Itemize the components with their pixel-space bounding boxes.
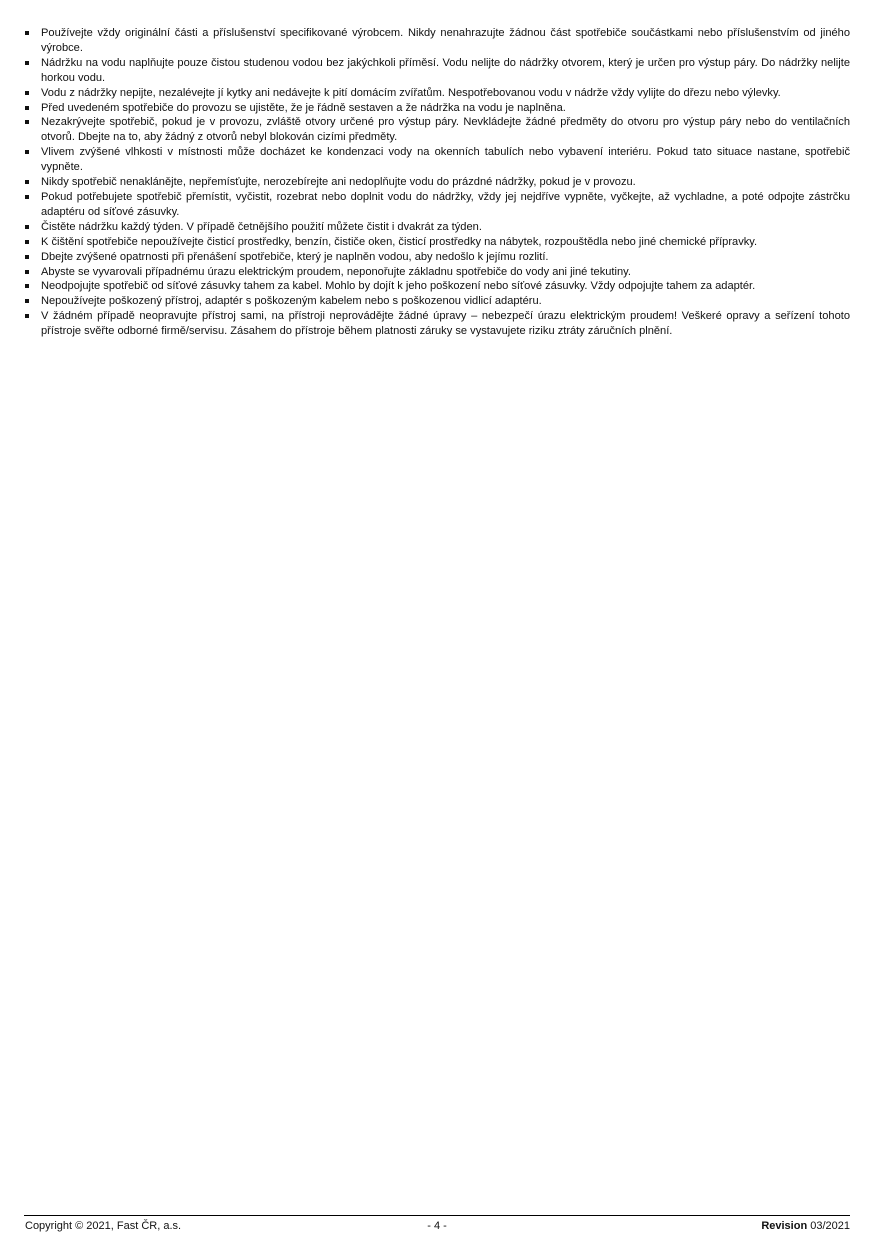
- list-item: Nezakrývejte spotřebič, pokud je v provozu, zvláště otvory určené pro výstup páry. Nevkládejte žádné předměty do otvoru pro výstup páry nebo do ventilačních otvorů. Dbejte na to, aby žádný z otvorů nebyl blokován cizími předměty.: [24, 115, 850, 145]
- revision-info: [761, 1219, 850, 1233]
- footer-divider: [24, 1215, 850, 1216]
- list-item: Nepoužívejte poškozený přístroj, adaptér s poškozeným kabelem nebo s poškozenou vidlicí adaptéru.: [24, 294, 850, 309]
- list-item: Používejte vždy originální části a příslušenství specifikované výrobcem. Nikdy nenahrazujte žádnou část spotřebiče součástkami nebo příslušenstvím od jiného výrobce.: [24, 26, 850, 56]
- document-body: [24, 26, 850, 339]
- page-number: - 4 -: [427, 1220, 447, 1232]
- list-item: Pokud potřebujete spotřebič přemístit, vyčistit, rozebrat nebo doplnit vodu do nádržky, vždy jej nejdříve vypněte, vyčkejte, až vychladne, a poté odpojte zástrčku adaptéru od síťové zásuvky.: [24, 190, 850, 220]
- list-item: Před uvedeném spotřebiče do provozu se ujistěte, že je řádně sestaven a že nádržka na vodu je naplněna.: [24, 101, 850, 116]
- list-item: Čistěte nádržku každý týden. V případě četnějšího použití můžete čistit i dvakrát za týden.: [24, 220, 850, 235]
- page-footer: [24, 1219, 850, 1235]
- revision-label: Revision: [761, 1220, 808, 1232]
- revision-date: 03/2021: [810, 1220, 850, 1232]
- list-item: Nádržku na vodu naplňujte pouze čistou studenou vodou bez jakýchkoli příměsí. Vodu nelijte do nádržky otvorem, který je určen pro výstup páry. Do nádržky nelijte horkou vodu.: [24, 56, 850, 86]
- safety-instructions-list: [24, 26, 850, 339]
- list-item: Nikdy spotřebič nenaklánějte, nepřemísťujte, nerozebírejte ani nedoplňujte vodu do prázdné nádržky, pokud je v provozu.: [24, 175, 850, 190]
- list-item: Neodpojujte spotřebič od síťové zásuvky tahem za kabel. Mohlo by dojít k jeho poškození nebo síťové zásuvky. Vždy odpojujte tahem za adaptér.: [24, 279, 850, 294]
- list-item: Vlivem zvýšené vlhkosti v místnosti může docházet ke kondenzaci vody na okenních tabulích nebo vybavení interiéru. Pokud tato situace nastane, spotřebič vypněte.: [24, 145, 850, 175]
- list-item: Dbejte zvýšené opatrnosti při přenášení spotřebiče, který je naplněn vodou, aby nedošlo k jejímu rozlití.: [24, 250, 850, 265]
- list-item: Vodu z nádržky nepijte, nezalévejte jí kytky ani nedávejte k pití domácím zvířatům. Nespotřebovanou vodu v nádrže vždy vylijte do dřezu nebo výlevky.: [24, 86, 850, 101]
- copyright-text: Copyright © 2021, Fast ČR, a.s.: [25, 1220, 182, 1232]
- list-item: Abyste se vyvarovali případnému úrazu elektrickým proudem, neponořujte základnu spotřebiče do vody ani jiné tekutiny.: [24, 265, 850, 280]
- list-item: K čištění spotřebiče nepoužívejte čisticí prostředky, benzín, čističe oken, čisticí prostředky na nábytek, rozpouštědla nebo jiné chemické přípravky.: [24, 235, 850, 250]
- list-item: V žádném případě neopravujte přístroj sami, na přístroji neprovádějte žádné úpravy – nebezpečí úrazu elektrickým proudem! Veškeré opravy a seřízení tohoto přístroje svěřte odborné firmě/servisu. Zásahem do přístroje během platnosti záruky se vystavujete riziku ztráty záručních plnění.: [24, 309, 850, 339]
